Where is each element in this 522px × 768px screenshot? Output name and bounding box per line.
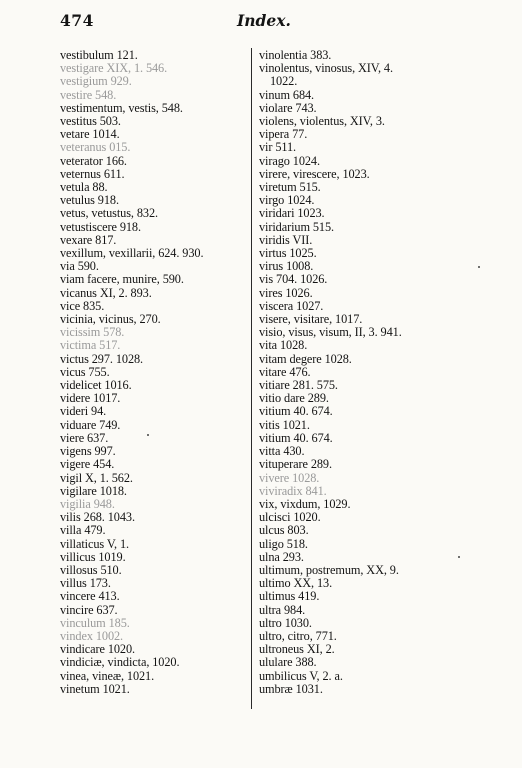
index-entry: vexillum, vexillarii, 624. 930. — [60, 246, 204, 261]
index-entry: ululare 388. — [259, 655, 317, 670]
index-entry: via 590. — [60, 259, 99, 274]
index-entry: vitium 40. 674. — [259, 430, 333, 445]
index-entry: vicissim 578. — [60, 325, 125, 340]
index-entry: vigere 454. — [60, 457, 115, 472]
index-entry: vitam degere 1028. — [259, 351, 352, 366]
index-entry: villaticus V, 1. — [60, 536, 129, 551]
index-entry: vindex 1002. — [60, 628, 124, 643]
index-entry: vicinia, vicinus, 270. — [60, 312, 161, 327]
index-entry: visio, visus, visum, II, 3. 941. — [259, 325, 402, 340]
index-entry: vetus, vetustus, 832. — [60, 206, 158, 221]
index-entry: ultroneus XI, 2. — [259, 642, 335, 657]
index-entry: viretum 515. — [259, 180, 321, 195]
index-column-left — [60, 49, 248, 696]
index-entry: vinculum 185. — [60, 615, 130, 630]
index-entry: vestire 548. — [60, 87, 117, 102]
index-entry: victus 297. 1028. — [60, 351, 144, 366]
column-divider — [251, 48, 252, 709]
index-entry: vitiare 281. 575. — [259, 378, 338, 393]
index-entry: viscera 1027. — [259, 298, 324, 313]
index-entry: ultro, citro, 771. — [259, 628, 337, 643]
index-entry: vinea, vineæ, 1021. — [60, 668, 155, 683]
index-entry: uligo 518. — [259, 536, 308, 551]
index-entry: vestitus 503. — [60, 114, 121, 129]
index-entry: viridari 1023. — [259, 206, 325, 221]
index-entry: virgo 1024. — [259, 193, 315, 208]
index-entry: vindiciæ, vindicta, 1020. — [60, 655, 180, 670]
index-entry: videre 1017. — [60, 391, 121, 406]
index-entry: ulcisci 1020. — [259, 510, 321, 525]
index-entry: vindicare 1020. — [60, 642, 135, 657]
index-entry: videri 94. — [60, 404, 107, 419]
index-entry: ultra 984. — [259, 602, 306, 617]
index-entry: vicanus XI, 2. 893. — [60, 285, 152, 300]
index-entry: vir 511. — [259, 140, 296, 155]
index-entry: vincire 637. — [60, 602, 118, 617]
index-entry: vitio dare 289. — [259, 391, 329, 406]
running-head-title: Index. — [237, 11, 291, 30]
index-entry: videlicet 1016. — [60, 378, 132, 393]
index-entry: veterator 166. — [60, 153, 127, 168]
index-entry: villus 173. — [60, 576, 111, 591]
index-entry: vice 835. — [60, 298, 105, 313]
index-entry: 1022. — [270, 74, 298, 89]
index-entry: viere 637. — [60, 430, 109, 445]
index-entry: vetare 1014. — [60, 127, 120, 142]
index-entry: vicus 755. — [60, 364, 110, 379]
index-entry: vivere 1028. — [259, 470, 320, 485]
index-entry: vincere 413. — [60, 589, 120, 604]
index-entry: ultimus 419. — [259, 589, 320, 604]
index-entry: vipera 77. — [259, 127, 308, 142]
page-number: 474 — [60, 11, 94, 30]
index-entry: umbilicus V, 2. a. — [259, 668, 343, 683]
index-entry: virtus 1025. — [259, 246, 317, 261]
index-entry: vita 1028. — [259, 338, 308, 353]
index-entry: victima 517. — [60, 338, 121, 353]
index-entry: ultimo XX, 13. — [259, 576, 333, 591]
index-entry: vigens 997. — [60, 444, 116, 459]
index-entry: vetustiscere 918. — [60, 219, 141, 234]
index-entry: villosus 510. — [60, 562, 122, 577]
index-entry: villa 479. — [60, 523, 106, 538]
index-entry: vinolentia 383. — [259, 48, 332, 62]
index-entry: vitis 1021. — [259, 417, 310, 432]
index-entry: viridarium 515. — [259, 219, 335, 234]
index-entry: vinetum 1021. — [60, 681, 130, 696]
index-entry: vigil X, 1. 562. — [60, 470, 133, 485]
index-entry: violare 743. — [259, 100, 317, 115]
index-entry: vires 1026. — [259, 285, 313, 300]
index-entry: veternus 611. — [60, 166, 125, 181]
index-entry: vitta 430. — [259, 444, 305, 459]
index-entry: vestimentum, vestis, 548. — [60, 100, 183, 115]
index-entry: virago 1024. — [259, 153, 320, 168]
index-entry: vetula 88. — [60, 180, 108, 195]
index-entry: visere, visitare, 1017. — [259, 312, 363, 327]
index-entry: vigilare 1018. — [60, 483, 127, 498]
index-entry: vetulus 918. — [60, 193, 119, 208]
index-entry: viridis VII. — [259, 232, 313, 247]
index-entry: umbræ 1031. — [259, 681, 323, 696]
index-entry: vinolentus, vinosus, XIV, 4. — [259, 61, 393, 76]
index-entry: vexare 817. — [60, 232, 117, 247]
index-entry: viam facere, munire, 590. — [60, 272, 184, 287]
index-entry: viviradix 841. — [259, 483, 327, 498]
index-entry: vitare 476. — [259, 364, 311, 379]
index-entry: vis 704. 1026. — [259, 272, 328, 287]
index-entry: villicus 1019. — [60, 549, 126, 564]
print-speck — [458, 556, 460, 558]
index-entry: virus 1008. — [259, 259, 314, 274]
index-entry: vituperare 289. — [259, 457, 332, 472]
index-entry: vestigium 929. — [60, 74, 132, 89]
index-entry: vinum 684. — [259, 87, 315, 102]
index-entry: ulna 293. — [259, 549, 304, 564]
index-entry: vitium 40. 674. — [259, 404, 333, 419]
index-entry: violens, violentus, XIV, 3. — [259, 114, 385, 129]
index-column-right — [259, 49, 459, 696]
print-speck — [147, 434, 149, 436]
index-entry: viduare 749. — [60, 417, 121, 432]
index-entry: vestigare XIX, 1. 546. — [60, 61, 168, 76]
index-entry: vilis 268. 1043. — [60, 510, 135, 525]
print-speck — [478, 266, 480, 268]
index-entry: ultimum, postremum, XX, 9. — [259, 562, 399, 577]
index-entry: vix, vixdum, 1029. — [259, 496, 351, 511]
index-entry: veteranus 015. — [60, 140, 131, 155]
index-entry: vigilia 948. — [60, 496, 115, 511]
index-entry: vestibulum 121. — [60, 48, 138, 62]
index-entry: ultro 1030. — [259, 615, 312, 630]
index-entry: virere, virescere, 1023. — [259, 166, 370, 181]
index-entry: ulcus 803. — [259, 523, 309, 538]
